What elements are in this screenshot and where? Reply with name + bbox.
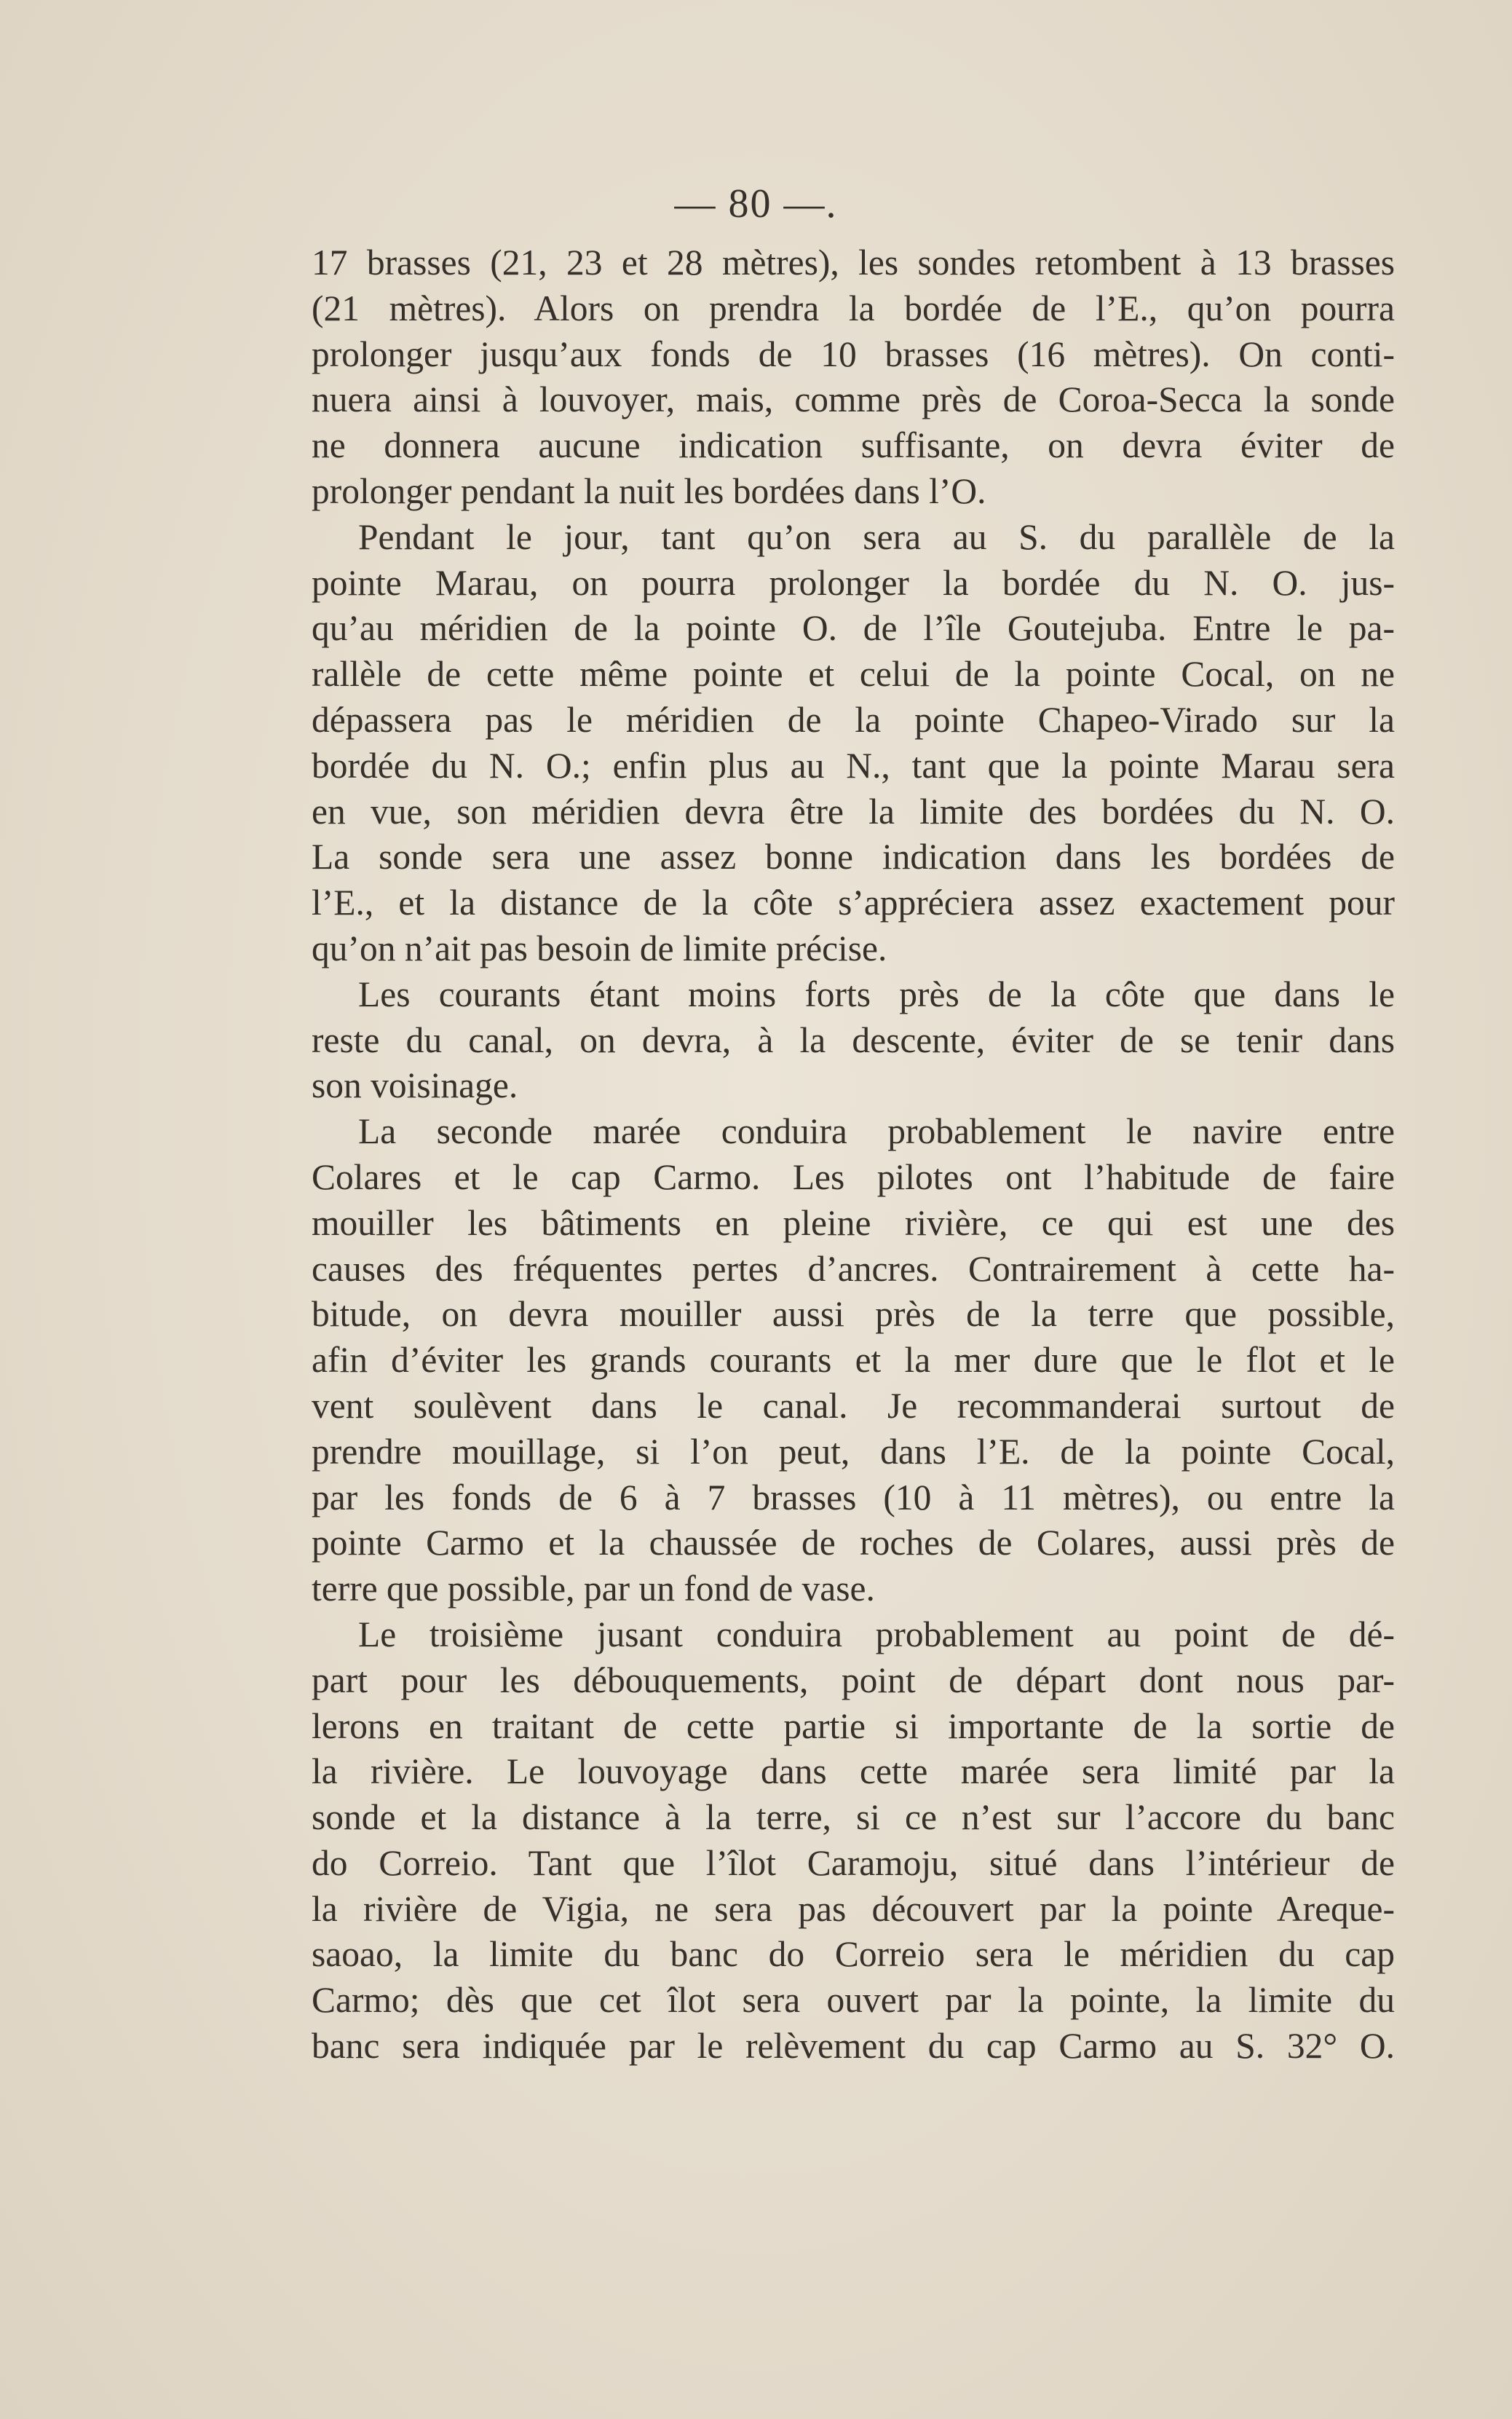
text-line: terre que possible, par un fond de vase. xyxy=(312,1568,875,1609)
text-line: prolonger pendant la nuit les bordées dans l’O. xyxy=(312,470,986,511)
text-line: bordée du N. O.; enfin plus au N., tant que la pointe Marau sera xyxy=(312,745,1395,786)
text-line: qu’on n’ait pas besoin de limite précise. xyxy=(312,928,887,968)
text-line: pointe Marau, on pourra prolonger la bordée du N. O. jus- xyxy=(312,562,1395,603)
text-line: lerons en traitant de cette partie si importante de la sortie de xyxy=(312,1705,1395,1746)
text-line: La seconde marée conduira probablement le navire entre xyxy=(358,1111,1395,1152)
text-line: en vue, son méridien devra être la limite des bordées du N. O. xyxy=(312,791,1395,832)
text-line: qu’au méridien de la pointe O. de l’île Goutejuba. Entre le pa- xyxy=(312,608,1395,649)
text-line: dépassera pas le méridien de la pointe Chapeo-Virado sur la xyxy=(312,699,1395,740)
text-line: do Correio. Tant que l’îlot Caramoju, situé dans l’intérieur de xyxy=(312,1842,1395,1883)
text-line: nuera ainsi à louvoyer, mais, comme près de Coroa-Secca la sonde xyxy=(312,379,1395,420)
text-line: prolonger jusqu’aux fonds de 10 brasses (16 mètres). On conti- xyxy=(312,334,1395,374)
text-line: par les fonds de 6 à 7 brasses (10 à 11 mètres), ou entre la xyxy=(312,1477,1395,1518)
text-line: (21 mètres). Alors on prendra la bordée de l’E., qu’on pourra xyxy=(312,288,1395,328)
text-line: banc sera indiquée par le relèvement du cap Carmo au S. 32° O. xyxy=(312,2026,1395,2067)
text-line: mouiller les bâtiments en pleine rivière, ce qui est une des xyxy=(312,1202,1395,1243)
text-line: son voisinage. xyxy=(312,1065,518,1106)
text-line: la rivière. Le louvoyage dans cette marée sera limité par la xyxy=(312,1751,1395,1792)
text-line: prendre mouillage, si l’on peut, dans l’E. de la pointe Cocal, xyxy=(312,1431,1395,1472)
text-line: Carmo; dès que cet îlot sera ouvert par la pointe, la limite du xyxy=(312,1980,1395,2021)
text-line: rallèle de cette même pointe et celui de la pointe Cocal, on ne xyxy=(312,654,1395,695)
text-line: pointe Carmo et la chaussée de roches de Colares, aussi près de xyxy=(312,1523,1395,1563)
text-line: part pour les débouquements, point de départ dont nous par- xyxy=(312,1660,1395,1700)
text-line: La sonde sera une assez bonne indication dans les bordées de xyxy=(312,837,1395,877)
text-line: afin d’éviter les grands courants et la mer dure que le flot et le xyxy=(312,1340,1395,1381)
page-number: — 80 —. xyxy=(674,181,838,226)
text-line: la rivière de Vigia, ne sera pas découvert par la pointe Areque- xyxy=(312,1888,1395,1929)
text-line: causes des fréquentes pertes d’ancres. Contrairement à cette ha- xyxy=(312,1248,1395,1289)
text-line: saoao, la limite du banc do Correio sera le méridien du cap xyxy=(312,1934,1395,1975)
text-line: vent soulèvent dans le canal. Je recommanderai surtout de xyxy=(312,1385,1395,1426)
body-text xyxy=(312,240,1395,2069)
text-line: bitude, on devra mouiller aussi près de la terre que possible, xyxy=(312,1294,1395,1335)
text-line: 17 brasses (21, 23 et 28 mètres), les sondes retombent à 13 brasses xyxy=(312,242,1395,283)
text-line: l’E., et la distance de la côte s’appréciera assez exactement pour xyxy=(312,883,1395,923)
text-line: sonde et la distance à la terre, si ce n’est sur l’accore du banc xyxy=(312,1797,1395,1838)
text-line: Colares et le cap Carmo. Les pilotes ont l’habitude de faire xyxy=(312,1156,1395,1197)
text-line: Les courants étant moins forts près de la côte que dans le xyxy=(358,974,1395,1014)
text-line: Pendant le jour, tant qu’on sera au S. du parallèle de la xyxy=(358,516,1395,557)
text-line: reste du canal, on devra, à la descente, éviter de se tenir dans xyxy=(312,1019,1395,1060)
text-line: ne donnera aucune indication suffisante, on devra éviter de xyxy=(312,425,1395,466)
text-line: Le troisième jusant conduira probablement au point de dé- xyxy=(358,1614,1395,1654)
